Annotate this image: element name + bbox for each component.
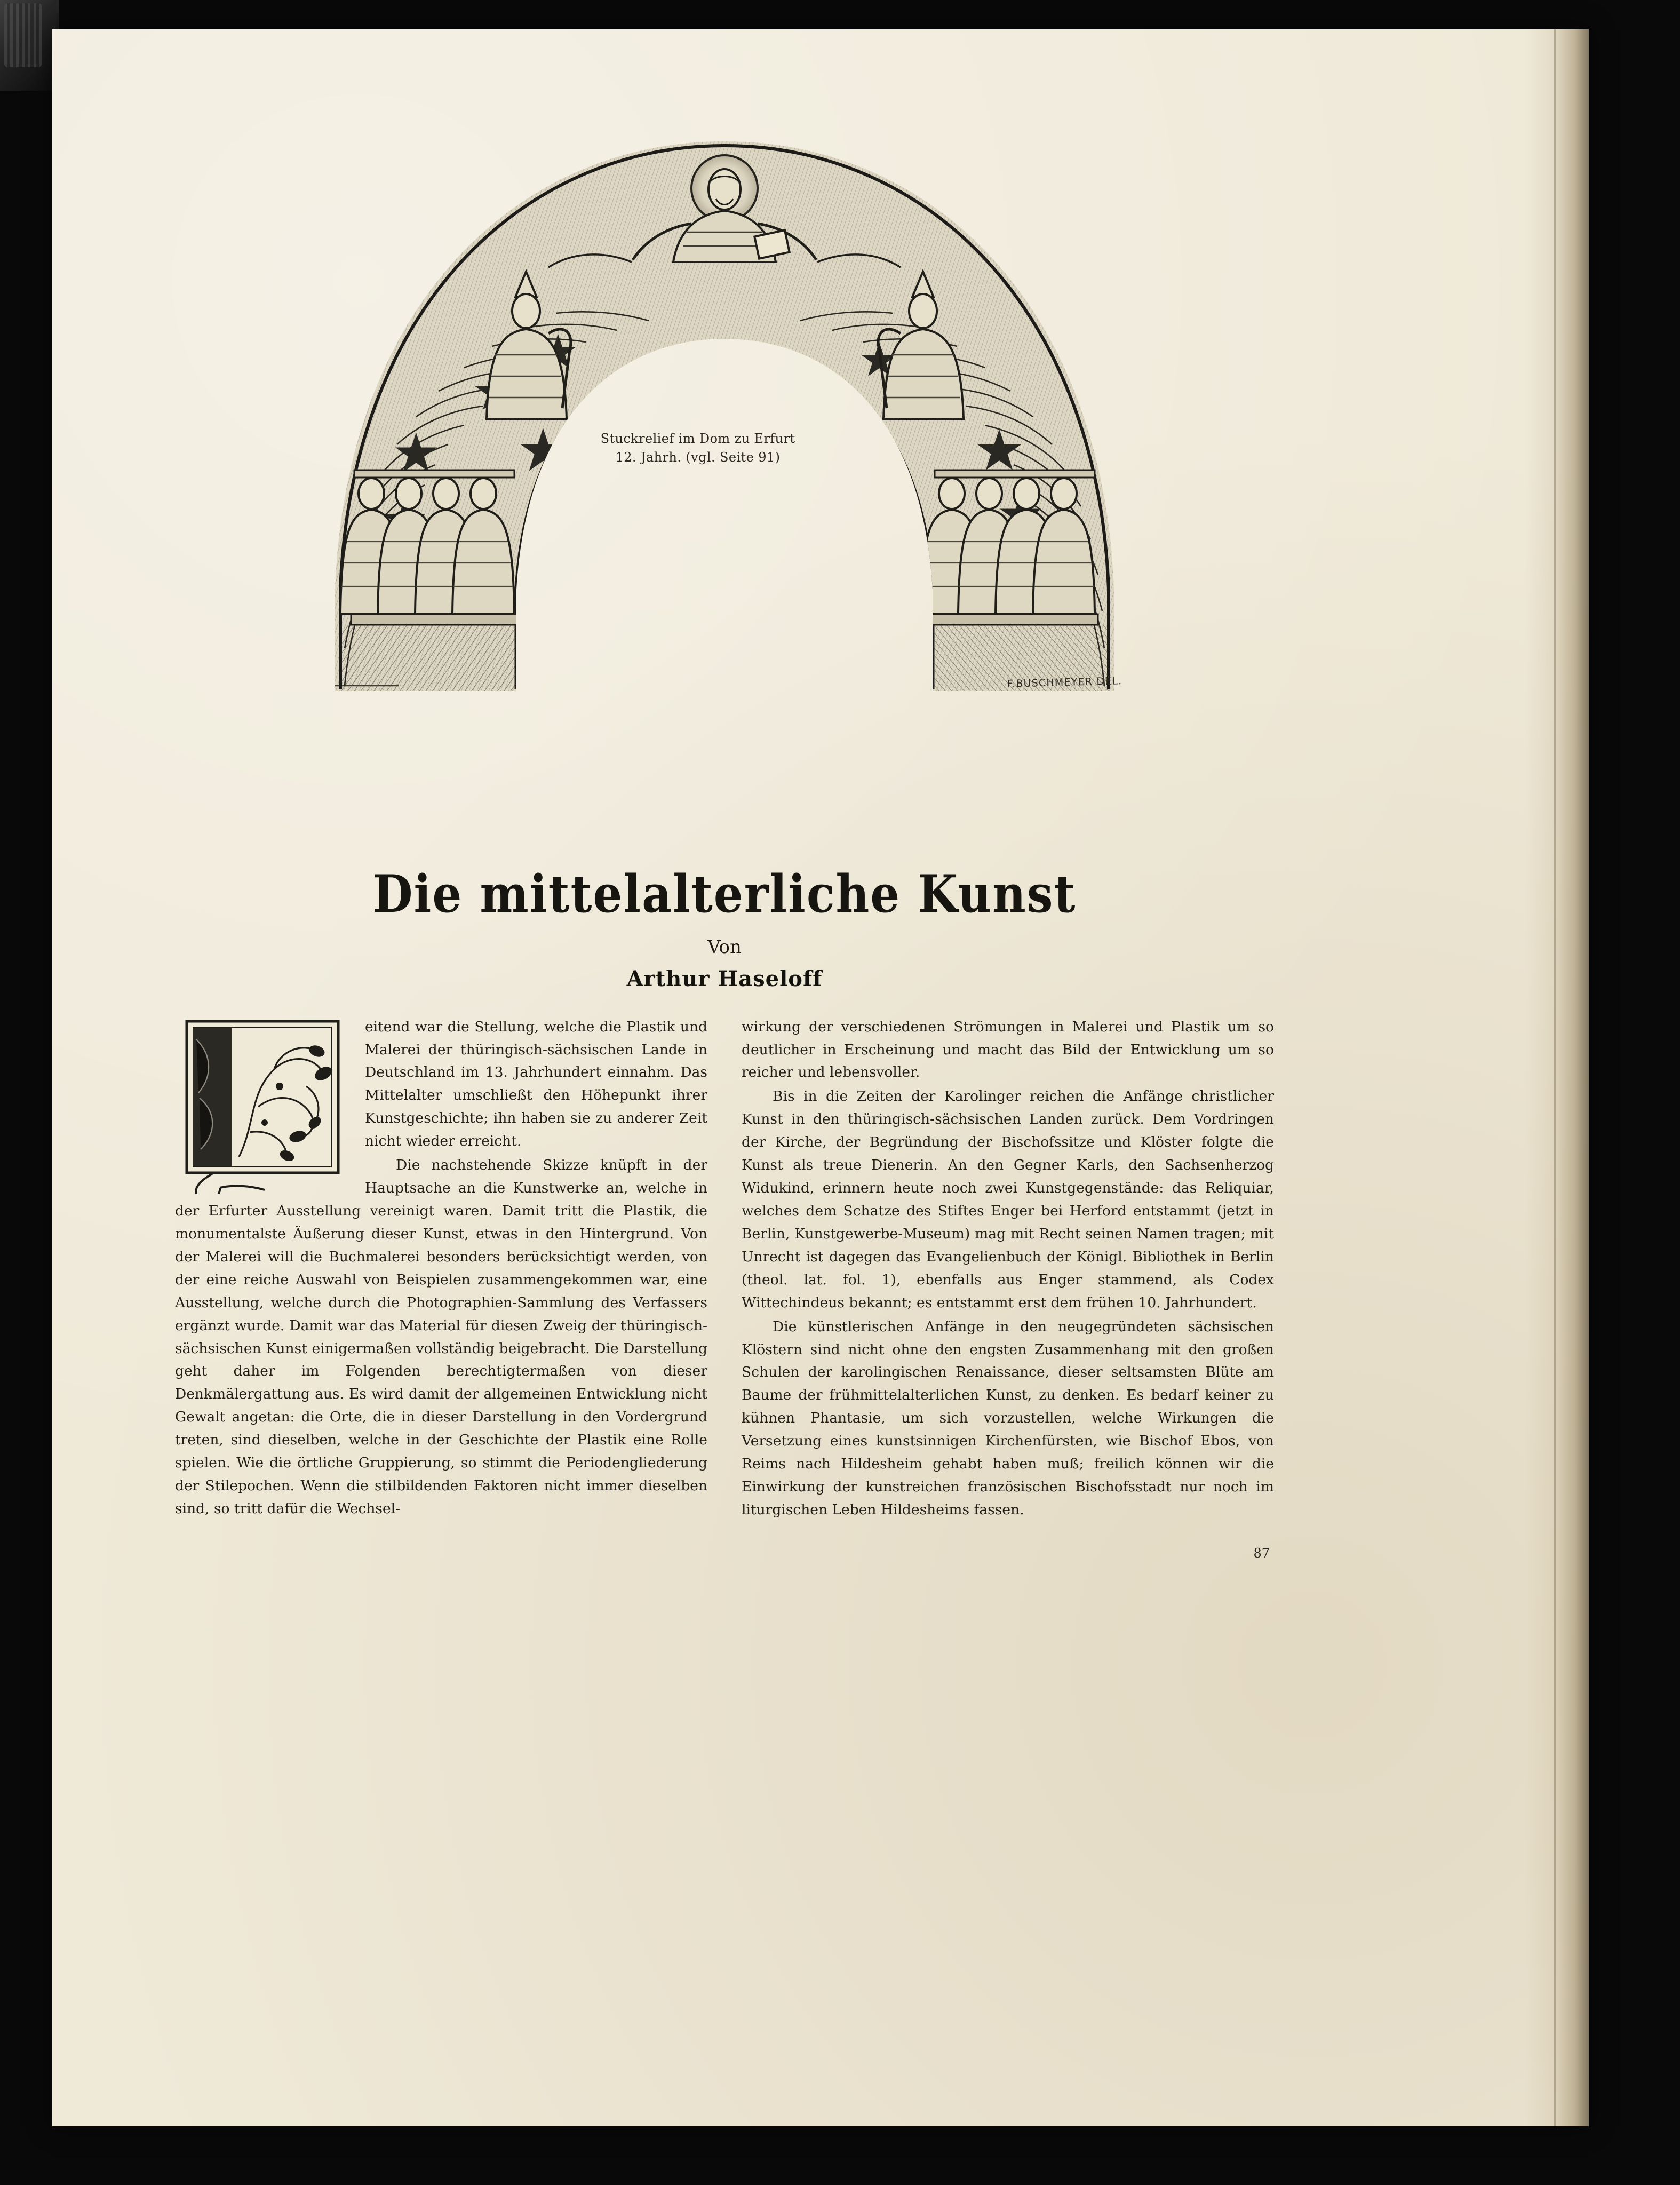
paragraph: Die nachstehende Skizze knüpft in der Hauptsache an die Kunstwerke an, welche in der Erfurter Ausstellung vereinigt waren. Damit tritt die Plastik, die monumentalste Äußerung dieser Kunst, etwas in den Hintergrund. Von der Malerei will die Buchmalerei besonders berücksichtigt werden, von der eine reiche Auswahl von Beispielen zusammengekommen war, eine Ausstellung, welche durch die Photographien-Sammlung des Verfassers ergänzt wurde. Damit war das Material für diesen Zweig der thüringisch-sächsischen Kunst einigermaßen vollständig beigebracht. Die Darstellung geht daher im Folgenden berechtigtermaßen von dieser Denkmälergattung aus. Es wird damit der allgemeinen Entwicklung nicht Gewalt angetan: die Orte, die in dieser Darstellung in den Vordergrund treten, sind dieselben, welche in der Geschichte der Plastik eine Rolle spielen. Wie die örtliche Gruppierung, so stimmt die Periodengliederung der Stilepochen. Wenn die stilbildenden Faktoren nicht immer dieselben sind, so tritt dafür die Wechsel- <box>175 1157 707 1517</box>
byline-label: Von <box>707 936 742 958</box>
article-body <box>175 1016 1274 1564</box>
paragraph: eitend war die Stellung, welche die Plastik und Malerei der thüringisch-sächsischen Lande in Deutschland im 13. Jahrhundert einnahm. Das Mittelalter umschließt den Höhepunkt ihrer Kunstgeschichte; ihn haben sie zu anderer Zeit nicht wieder erreicht. <box>365 1018 707 1150</box>
paragraph: Die künstlerischen Anfänge in den neugegründeten sächsischen Klöstern sind nicht ohne den engsten Zusammenhang mit den großen Schulen der karolingischen Renaissance, dieser seltsamsten Blüte am Baume der frühmittelalterlichen Kunst, zu denken. Es bedarf keiner zu kühnen Phantasie, um sich vorzustellen, welche Wirkungen die Versetzung eines kunstsinnigen Kirchenfürsten, wie Bischof Ebos, von Reims nach Hildesheim gehabt haben muß; freilich können wir die Einwirkung der kunstreichen französischen Bischofsstadt nur noch im liturgischen Leben Hildesheims fassen. <box>742 1318 1274 1518</box>
paragraph: wirkung der verschiedenen Strömungen in Malerei und Plastik um so deutlicher in Erscheinung und macht das Bild der Entwicklung um so reicher und lebensvoller. <box>742 1018 1274 1081</box>
engraver-signature: F.BUSCHMEYER DEL. <box>1007 675 1122 690</box>
stucco-relief-engraving <box>175 109 1274 728</box>
page-title: Die mittelalterliche Kunst <box>372 864 1077 924</box>
initial-letter-ornament <box>175 1018 351 1194</box>
paragraph: Bis in die Zeiten der Karolinger reichen die Anfänge christlicher Kunst in den thüringisch-sächsischen Landen zurück. Dem Vordringen der Kirche, der Begründung der Bischofssitze und Klöster folgte die Kunst als treue Dienerin. An den Gegner Karls, den Sachsenherzog Widukind, erinnern heute noch zwei Kunstgegenstände: das Reliquiar, welches dem Schatze des Stiftes Enger bei Herford entstammt (jetzt in Berlin, Kunstgewerbe-Museum) mag mit Recht seinen Namen tragen; mit Unrecht ist dagegen das Evangelienbuch der Königl. Bibliothek in Berlin (theol. lat. fol. 1), ebenfalls aus Enger stammend, als Codex Wittechindeus bekannt; es entstammt erst dem frühen 10. Jahrhundert. <box>742 1088 1274 1311</box>
binder-ridges <box>4 3 42 67</box>
illustration-caption <box>548 430 847 467</box>
caption-line-1: Stuckrelief im Dom zu Erfurt <box>600 431 795 446</box>
column-right <box>742 1016 1274 1564</box>
page-gutter-shadow <box>1525 29 1589 2126</box>
author-name: Arthur Haseloff <box>626 966 823 991</box>
illuminated-initial <box>175 1018 351 1194</box>
page-fold-line <box>1554 29 1556 2126</box>
page-content <box>175 109 1274 1564</box>
illustration-plate <box>175 109 1274 856</box>
book-binder-edge <box>0 0 59 91</box>
book-page <box>52 29 1589 2126</box>
caption-line-2: 12. Jahrh. (vgl. Seite 91) <box>615 449 781 465</box>
column-left <box>175 1016 707 1564</box>
page-number: 87 <box>1253 1545 1270 1561</box>
